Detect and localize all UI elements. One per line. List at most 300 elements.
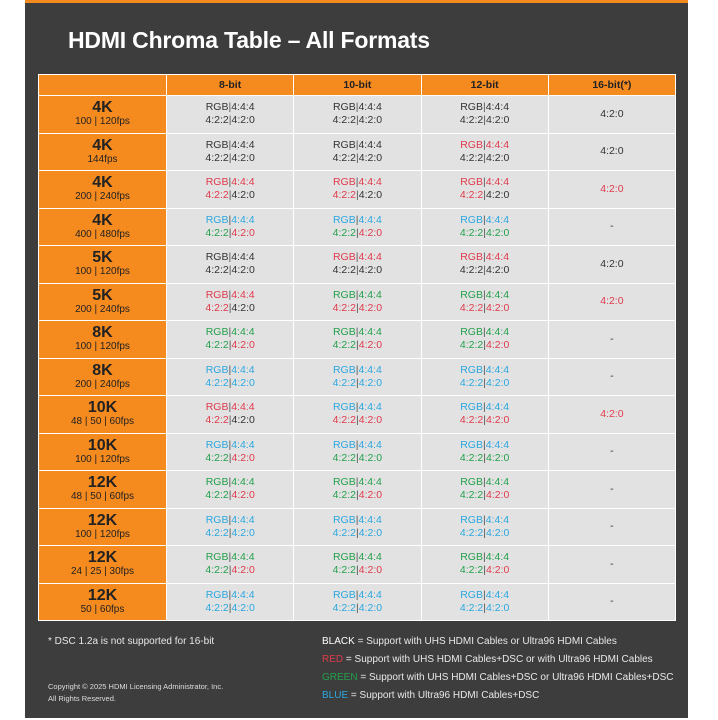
row-header	[39, 546, 167, 584]
chroma-format: 4:2:2	[332, 301, 356, 314]
legend-key: GREEN	[322, 672, 358, 683]
table-row	[39, 433, 676, 471]
chroma-line	[167, 176, 293, 189]
column-header-10bit: 10-bit	[294, 75, 421, 96]
chroma-format: RGB	[460, 588, 483, 601]
table-row	[39, 208, 676, 246]
separator: |	[482, 551, 486, 564]
legend-key: BLACK	[322, 636, 355, 647]
chroma-line	[422, 176, 548, 189]
chroma-format: 4:2:2	[332, 376, 356, 389]
chroma-format: 4:2:2	[459, 376, 484, 389]
chroma-line	[167, 589, 293, 602]
separator: |	[483, 151, 486, 164]
chroma-format: 4:2:0	[231, 264, 255, 277]
chroma-line	[167, 289, 293, 302]
separator: |	[482, 401, 486, 414]
chroma-line	[294, 452, 420, 465]
chroma-format: 4:2:0	[600, 145, 624, 158]
chroma-line	[422, 152, 548, 165]
chroma-format: 4:2:2	[459, 114, 484, 127]
chroma-line	[294, 489, 420, 502]
chroma-cell	[167, 358, 294, 396]
chroma-format: 4:4:4	[231, 513, 255, 526]
chroma-cell	[421, 583, 548, 621]
row-header	[39, 583, 167, 621]
chroma-format: RGB	[332, 176, 356, 189]
chroma-format: 4:4:4	[485, 326, 510, 339]
chroma-format: RGB	[332, 588, 356, 601]
chroma-format: 4:2:0	[600, 407, 624, 420]
chroma-format: 4:2:2	[459, 451, 484, 464]
separator: |	[355, 513, 359, 526]
chroma-format: 4:4:4	[358, 476, 382, 489]
separator: |	[228, 513, 232, 526]
chroma-line	[422, 227, 548, 240]
chroma-format: RGB	[205, 363, 229, 376]
separator: |	[228, 489, 232, 502]
chroma-cell	[421, 433, 548, 471]
chroma-cell	[421, 96, 548, 134]
chroma-format: RGB	[460, 401, 483, 414]
chroma-line	[167, 564, 293, 577]
chroma-format: 4:4:4	[358, 401, 382, 414]
chroma-format: -	[610, 482, 614, 495]
table-row	[39, 283, 676, 321]
resolution: 10K	[87, 399, 118, 417]
chroma-cell	[167, 396, 294, 434]
chroma-format: 4:2:0	[231, 189, 255, 202]
separator: |	[228, 414, 232, 427]
chroma-line	[422, 101, 548, 114]
chroma-format: RGB	[205, 251, 229, 264]
chroma-format: 4:2:0	[485, 151, 510, 164]
separator: |	[355, 176, 359, 189]
chroma-cell	[294, 396, 421, 434]
chroma-format: 4:4:4	[231, 138, 255, 151]
chroma-line	[422, 114, 548, 127]
chroma-format: 4:4:4	[358, 513, 382, 526]
separator: |	[356, 489, 359, 502]
separator: |	[228, 264, 232, 277]
frame-rate: 100 | 120fps	[75, 116, 130, 128]
chroma-line	[167, 527, 293, 540]
chroma-format: 4:2:0	[485, 264, 510, 277]
chroma-line	[167, 401, 293, 414]
copyright-line: All Rights Reserved.	[48, 694, 116, 703]
separator: |	[482, 438, 486, 451]
frame-rate: 48 | 50 | 60fps	[70, 491, 135, 503]
chroma-format: RGB	[332, 213, 356, 226]
chroma-format: RGB	[332, 401, 356, 414]
chroma-cell	[421, 321, 548, 359]
chroma-format: 4:4:4	[485, 438, 510, 451]
separator: |	[356, 601, 359, 614]
frame-rate: 24 | 25 | 30fps	[70, 566, 135, 578]
chroma-cell	[421, 546, 548, 584]
chroma-format: 4:2:0	[358, 114, 383, 127]
chroma-line	[294, 251, 420, 264]
chroma-format: 4:2:0	[358, 264, 383, 277]
chroma-format: RGB	[332, 513, 356, 526]
chroma-cell	[294, 471, 421, 509]
separator: |	[356, 526, 359, 539]
legend-key: RED	[322, 654, 344, 665]
resolution: 12K	[87, 549, 118, 567]
chroma-line	[294, 377, 420, 390]
chroma-format: RGB	[460, 551, 483, 564]
chroma-format: 4:2:0	[358, 564, 383, 577]
chroma-format: 4:4:4	[358, 176, 382, 189]
chroma-format: RGB	[460, 326, 483, 339]
chroma-cell-16bit	[548, 396, 675, 434]
chroma-format: 4:2:0	[485, 226, 510, 239]
chroma-cell-16bit	[548, 583, 675, 621]
chroma-cell-16bit	[548, 508, 675, 546]
chroma-format: 4:2:2	[205, 451, 229, 464]
row-header	[39, 246, 167, 284]
separator: |	[482, 101, 486, 114]
chroma-format: 4:2:0	[231, 526, 255, 539]
column-header-8bit: 8-bit	[167, 75, 294, 96]
chroma-format: 4:4:4	[485, 401, 510, 414]
chroma-format: RGB	[205, 476, 229, 489]
chroma-format: RGB	[332, 438, 356, 451]
chroma-line	[294, 564, 420, 577]
chroma-format: 4:2:0	[231, 151, 255, 164]
separator: |	[483, 226, 486, 239]
chroma-line	[294, 139, 420, 152]
chroma-line	[294, 289, 420, 302]
separator: |	[355, 138, 359, 151]
chroma-cell	[167, 246, 294, 284]
chroma-line	[167, 101, 293, 114]
chroma-format: RGB	[460, 138, 483, 151]
separator: |	[482, 513, 486, 526]
chroma-line	[294, 101, 420, 114]
chroma-format: 4:4:4	[485, 588, 510, 601]
chroma-format: 4:2:2	[332, 151, 356, 164]
chroma-line	[294, 176, 420, 189]
chroma-cell	[294, 96, 421, 134]
chroma-format: 4:2:2	[205, 489, 229, 502]
chroma-format: 4:2:2	[459, 601, 484, 614]
chroma-format: RGB	[332, 476, 356, 489]
chroma-format: 4:4:4	[358, 551, 382, 564]
chroma-format: 4:2:0	[485, 489, 510, 502]
chroma-format: 4:2:0	[231, 114, 255, 127]
chroma-format: 4:4:4	[358, 363, 382, 376]
separator: |	[228, 114, 232, 127]
chroma-format: RGB	[205, 213, 229, 226]
separator: |	[482, 288, 486, 301]
separator: |	[483, 601, 486, 614]
chroma-format: RGB	[205, 401, 229, 414]
chroma-line	[294, 364, 420, 377]
resolution: 10K	[87, 436, 118, 454]
resolution: 12K	[87, 586, 118, 604]
chroma-format: 4:4:4	[231, 476, 255, 489]
chroma-line	[167, 551, 293, 564]
chroma-cell	[421, 508, 548, 546]
chroma-format: 4:4:4	[358, 213, 382, 226]
separator: |	[355, 438, 359, 451]
separator: |	[355, 401, 359, 414]
chroma-format: 4:2:0	[358, 451, 383, 464]
separator: |	[356, 151, 359, 164]
chroma-line	[422, 189, 548, 202]
chroma-cell	[167, 283, 294, 321]
chroma-cell	[167, 96, 294, 134]
separator: |	[228, 401, 232, 414]
chroma-format: 4:2:2	[332, 489, 356, 502]
chroma-format: RGB	[332, 138, 356, 151]
chroma-format: 4:2:2	[459, 526, 484, 539]
chroma-cell-16bit	[548, 283, 675, 321]
chroma-cell-16bit	[548, 133, 675, 171]
chroma-format: RGB	[332, 326, 356, 339]
separator: |	[228, 138, 232, 151]
chroma-cell	[167, 471, 294, 509]
chroma-line	[422, 589, 548, 602]
chroma-format: RGB	[460, 176, 483, 189]
resolution: 12K	[87, 511, 118, 529]
chroma-format: 4:2:2	[205, 114, 229, 127]
chroma-cell	[421, 471, 548, 509]
separator: |	[228, 288, 232, 301]
chroma-cell	[167, 508, 294, 546]
chroma-line	[167, 326, 293, 339]
chroma-line	[422, 476, 548, 489]
chroma-line	[422, 364, 548, 377]
legend-item-black	[322, 636, 674, 654]
chroma-cell	[294, 583, 421, 621]
chroma-format: -	[610, 520, 614, 533]
separator: |	[483, 451, 486, 464]
chroma-format: RGB	[460, 476, 483, 489]
chroma-line	[167, 439, 293, 452]
chroma-format: 4:2:0	[358, 489, 383, 502]
separator: |	[355, 251, 359, 264]
chroma-format: 4:2:2	[459, 226, 484, 239]
separator: |	[355, 288, 359, 301]
chroma-format: 4:2:2	[459, 564, 484, 577]
separator: |	[228, 226, 232, 239]
chroma-line	[422, 414, 548, 427]
chroma-format: 4:4:4	[231, 551, 255, 564]
chroma-cell-16bit	[548, 358, 675, 396]
chroma-format: 4:2:0	[485, 114, 510, 127]
chroma-format: 4:2:0	[231, 301, 255, 314]
chroma-format: 4:4:4	[358, 101, 382, 114]
separator: |	[228, 301, 232, 314]
frame-rate: 200 | 240fps	[75, 191, 130, 203]
chroma-cell-16bit	[548, 208, 675, 246]
separator: |	[483, 189, 486, 202]
chroma-line	[167, 602, 293, 615]
chroma-line	[167, 414, 293, 427]
chroma-format: 4:2:2	[205, 264, 229, 277]
chroma-format: 4:2:2	[332, 526, 356, 539]
row-header	[39, 321, 167, 359]
chroma-format: 4:2:0	[485, 564, 510, 577]
row-header	[39, 96, 167, 134]
legend-text: = Support with UHS HDMI Cables or Ultra96 HDMI Cables	[354, 636, 617, 647]
row-header	[39, 471, 167, 509]
column-header-12bit: 12-bit	[421, 75, 548, 96]
frame-rate: 48 | 50 | 60fps	[70, 416, 135, 428]
legend-text: = Support with UHS HDMI Cables+DSC or Ultra96 HDMI Cables+DSC	[357, 672, 674, 683]
separator: |	[483, 376, 486, 389]
frame-rate: 144fps	[87, 153, 118, 165]
chroma-format: 4:2:0	[358, 414, 383, 427]
chroma-format: 4:2:0	[600, 182, 624, 195]
chroma-format: RGB	[205, 326, 229, 339]
chroma-line	[422, 527, 548, 540]
chroma-format: 4:2:2	[459, 414, 484, 427]
chroma-line	[167, 377, 293, 390]
table-body	[39, 96, 676, 621]
chroma-format: 4:4:4	[231, 251, 255, 264]
chroma-format: 4:2:2	[332, 451, 356, 464]
chroma-format: 4:2:2	[332, 189, 356, 202]
chroma-format: 4:2:0	[358, 339, 383, 352]
chroma-cell	[294, 321, 421, 359]
chroma-line	[422, 302, 548, 315]
separator: |	[482, 588, 486, 601]
table-row	[39, 246, 676, 284]
chroma-format: RGB	[205, 588, 229, 601]
separator: |	[228, 564, 232, 577]
resolution: 12K	[87, 474, 118, 492]
chroma-line	[422, 401, 548, 414]
frame-rate: 100 | 120fps	[75, 453, 130, 465]
chroma-format: 4:4:4	[485, 101, 510, 114]
chroma-cell	[167, 546, 294, 584]
separator: |	[482, 363, 486, 376]
chroma-line	[294, 551, 420, 564]
chroma-format: 4:2:2	[332, 414, 356, 427]
chroma-format: RGB	[460, 363, 483, 376]
separator: |	[228, 251, 232, 264]
separator: |	[228, 438, 232, 451]
chroma-format: 4:2:0	[485, 189, 510, 202]
chroma-line	[422, 214, 548, 227]
chroma-format: 4:2:2	[205, 339, 229, 352]
chroma-table	[38, 74, 676, 621]
chroma-format: 4:2:0	[485, 526, 510, 539]
chroma-format: 4:2:0	[485, 376, 510, 389]
legend-text: = Support with UHS HDMI Cables+DSC or with Ultra96 HDMI Cables	[343, 654, 653, 665]
chroma-format: 4:2:0	[600, 295, 624, 308]
chroma-format: RGB	[460, 251, 483, 264]
chroma-cell-16bit	[548, 433, 675, 471]
chroma-format: 4:2:2	[205, 564, 229, 577]
chroma-cell	[167, 583, 294, 621]
chroma-format: 4:4:4	[231, 326, 255, 339]
chroma-cell	[167, 208, 294, 246]
separator: |	[483, 301, 486, 314]
header-corner	[39, 75, 167, 96]
separator: |	[483, 339, 486, 352]
chroma-line	[294, 227, 420, 240]
table-row	[39, 321, 676, 359]
chroma-line	[167, 114, 293, 127]
chroma-format: 4:4:4	[358, 288, 382, 301]
chroma-cell	[167, 433, 294, 471]
legend-item-red	[322, 654, 674, 672]
chroma-format: 4:4:4	[358, 438, 382, 451]
chroma-line	[422, 326, 548, 339]
chroma-format: RGB	[332, 363, 356, 376]
chroma-line	[294, 439, 420, 452]
row-header	[39, 283, 167, 321]
chroma-line	[422, 139, 548, 152]
separator: |	[228, 601, 232, 614]
chroma-cell	[294, 546, 421, 584]
table-row	[39, 471, 676, 509]
chroma-format: 4:2:2	[332, 264, 356, 277]
legend-key: BLUE	[322, 690, 349, 701]
chroma-format: 4:2:0	[358, 226, 383, 239]
chroma-line	[294, 114, 420, 127]
table-row	[39, 133, 676, 171]
chroma-cell	[167, 171, 294, 209]
chroma-line	[294, 527, 420, 540]
chroma-format: 4:2:0	[358, 189, 383, 202]
chroma-format: 4:2:0	[231, 376, 255, 389]
chroma-cell-16bit	[548, 96, 675, 134]
chroma-format: RGB	[332, 288, 356, 301]
chroma-format: RGB	[205, 513, 229, 526]
chroma-cell	[294, 133, 421, 171]
chroma-format: RGB	[205, 138, 229, 151]
chroma-cell	[167, 133, 294, 171]
row-header	[39, 133, 167, 171]
legend-text: = Support with Ultra96 HDMI Cables+DSC	[348, 690, 540, 701]
chroma-format: 4:2:2	[459, 489, 484, 502]
table-row	[39, 171, 676, 209]
row-header	[39, 208, 167, 246]
chroma-cell	[421, 133, 548, 171]
chroma-line	[167, 251, 293, 264]
chroma-format: 4:2:0	[600, 107, 624, 120]
chroma-format: -	[610, 445, 614, 458]
resolution: 4K	[92, 211, 113, 229]
chroma-format: 4:2:0	[358, 151, 383, 164]
column-header-16bit: 16-bit(*)	[548, 75, 675, 96]
chroma-format: 4:4:4	[358, 326, 382, 339]
chroma-line	[294, 401, 420, 414]
chroma-format: RGB	[460, 213, 483, 226]
separator: |	[228, 151, 232, 164]
chroma-line	[294, 514, 420, 527]
chroma-cell	[294, 246, 421, 284]
chroma-format: 4:4:4	[485, 251, 510, 264]
resolution: 8K	[92, 324, 113, 342]
chroma-format: RGB	[460, 288, 483, 301]
chroma-cell	[421, 396, 548, 434]
chroma-format: RGB	[460, 101, 483, 114]
frame-rate: 100 | 120fps	[75, 266, 130, 278]
separator: |	[356, 226, 359, 239]
separator: |	[356, 451, 359, 464]
chroma-format: -	[610, 595, 614, 608]
separator: |	[483, 489, 486, 502]
chroma-format: RGB	[205, 551, 229, 564]
chroma-format: 4:2:0	[231, 489, 255, 502]
chroma-format: 4:2:2	[332, 114, 356, 127]
